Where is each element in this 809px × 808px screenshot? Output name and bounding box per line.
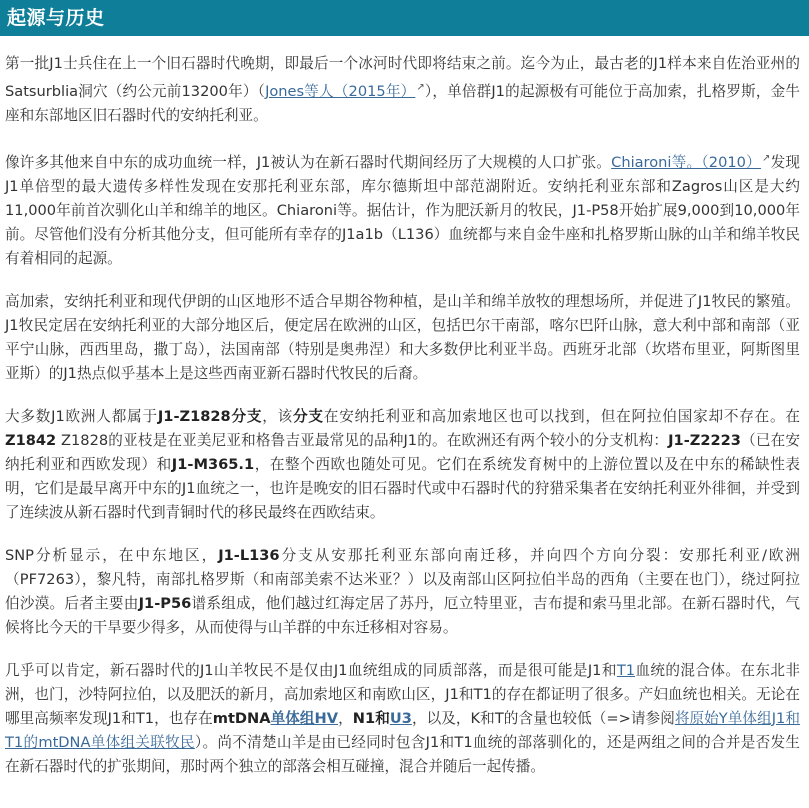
external-link-icon: ↗ (416, 82, 425, 93)
text: ，该 (262, 407, 294, 425)
text: 高加索，安纳托利亚和现代伊朗的山区地形不适合早期谷物种植，是山羊和绵羊放牧的理想场所，并促进了J1牧民的繁殖。J1牧民定居在安纳托利亚的大部分地区后，便定居在欧洲的山区，包括巴尔干南部，喀尔巴阡山脉，意大利中部和南部（亚平宁山脉，西西里岛，撒丁岛），法国南部（特别是奥弗涅）和大多数伊比利亚半岛。西班牙北部（坎塔布里亚，阿斯图里亚斯）的J1热点似乎基本上是这些西南亚新石器时代牧民的后裔。 (5, 292, 800, 382)
bold-term: J1-L136 (218, 546, 280, 564)
bold-term: J1-Z2223 (668, 431, 741, 449)
bold-term: Z1842 (5, 431, 57, 449)
bold-term: 分支 (293, 407, 324, 425)
bold-term: mtDNA (212, 709, 271, 727)
text: ， (338, 709, 353, 727)
text: 第一批J1士兵住在上一个旧石器时代晚期，即最后一个冰河时代即将结束之前。迄今为止，最古老的J1样本来自佐治亚州的Satsurblia洞穴（约公元前13200年）（ (5, 55, 800, 100)
text: Z1828的亚枝是在亚美尼亚和格鲁吉亚最常见的品种J1的。在欧洲还有两个较小的分支机构： (56, 431, 669, 449)
paragraph-1 (5, 52, 800, 128)
text: 几乎可以肯定，新石器时代的J1山羊牧民不是仅由J1血统组成的同质部落，而是很可能是J1和 (5, 661, 617, 679)
section-title: 起源与历史 (7, 7, 105, 29)
text: 发现J1单倍型的最大遗传多样性发现在安那托利亚东部，库尔德斯坦中部范湖附近。安纳托利亚东部和Zagros山区是大约11,000年前首次驯化山羊和绵羊的地区。Chiaroni等。据估计，作为肥沃新月的牧民，J1-P58开始扩展9,000到10,000年前。尽管他们没有分析其他分支，但可能所有幸存的J1a1b（L136）血统都与来自金牛座和扎格罗斯山脉的山羊和绵羊牧民有着相同的起源。 (5, 153, 800, 267)
paragraph-6 (5, 659, 800, 779)
text: SNP分析显示，在中东地区， (5, 546, 219, 564)
text: 分支从安那托利亚东部向南迁移，并向四个方向分裂：安那托利亚/欧洲（PF7263），黎凡特，南部扎格罗斯（和南部美索不达米亚？）以及南部山区阿拉伯半岛的西角（主要在也门），绕过阿拉伯沙漠。后者主要由 (5, 546, 801, 612)
text: 大多数J1欧洲人都属于 (5, 407, 158, 425)
bold-term: N1和 (352, 709, 390, 727)
paragraph-3 (5, 290, 800, 386)
section-header (0, 0, 809, 36)
text: 像许多其他来自中东的成功血统一样，J1被认为在新石器时代期间经历了大规模的人口扩张。 (5, 153, 612, 171)
article-body (5, 52, 800, 798)
mtdna-association-link[interactable]: 将原始Y单体组J1和T1的mtDNA单体组关联牧民 (5, 709, 800, 751)
external-link-icon: ↗ (761, 152, 771, 164)
hv-haplogroup-link[interactable]: 单体组HV (270, 709, 339, 727)
text: 血统的混合体。在东北非洲，也门，沙特阿拉伯，以及肥沃的新月，高加索地区和南欧山区，J1和T1的存在都证明了很多。产妇血统也相关。无论在哪里高频率发现J1和T1，也存在 (5, 661, 800, 727)
paragraph-5 (5, 544, 800, 640)
text: ，在整个西欧也随处可见。它们在系统发育树中的上游位置以及在中东的稀缺性表明，它们是最早离开中东的J1血统之一，也许是晚安的旧石器时代或中石器时代的狩猎采集者在安纳托利亚外徘徊，并受到了连续波从新石器时代到青铜时代的移民最终在西欧结束。 (5, 455, 800, 521)
jones-2015-link[interactable]: Jones等人（2015年） (265, 82, 416, 100)
text: 谱系组成，他们越过红海定居了苏丹，厄立特里亚，吉布提和索马里北部。在新石器时代，气候将比今天的干旱要少得多，从而使得与山羊群的中东迁移相对容易。 (5, 594, 800, 636)
t1-haplogroup-link[interactable]: T1 (616, 661, 636, 679)
text: （已在安纳托利亚和西欧发现）和 (5, 431, 800, 473)
u3-haplogroup-link[interactable]: U3 (389, 709, 412, 727)
bold-term: J1-Z1828分支 (157, 407, 263, 425)
text: ），单倍群J1的起源极有可能位于高加索，扎格罗斯，金牛座和东部地区旧石器时代的安纳托利亚。 (5, 82, 800, 124)
text: 在安纳托利亚和高加索地区也可以找到，但在阿拉伯国家却不存在。在 (323, 407, 800, 425)
chiaroni-2010-link[interactable]: Chiaroni等。（2010） (611, 153, 761, 171)
text: ，以及，K和T的含量也较低（=>请参阅 (411, 709, 675, 727)
bold-term: J1-P56 (138, 594, 192, 612)
text: ）。尚不清楚山羊是由已经同时包含J1和T1血统的部落驯化的，还是两组之间的合并是否发生在新石器时代的扩张期间，那时两个独立的部落会相互碰撞，混合并随后一起传播。 (5, 733, 800, 775)
paragraph-4 (5, 405, 800, 525)
bold-term: J1-M365.1 (171, 455, 255, 473)
paragraph-2 (5, 147, 800, 271)
